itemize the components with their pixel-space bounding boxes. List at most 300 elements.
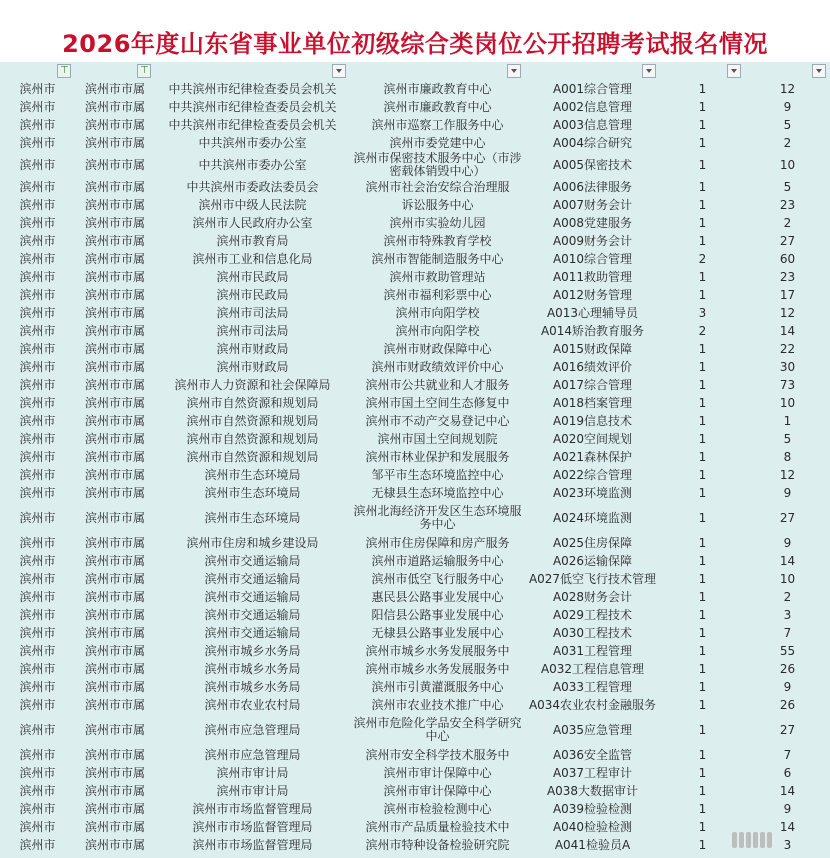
cell-c1[interactable]: 滨州市 bbox=[19, 377, 56, 392]
cell-c2[interactable]: 滨州市市属 bbox=[84, 341, 145, 356]
cell-c5[interactable]: A023环境监测 bbox=[552, 485, 633, 500]
cell-c5[interactable]: A011救助管理 bbox=[552, 269, 633, 284]
cell-c7[interactable]: 12 bbox=[779, 305, 796, 320]
cell-c1[interactable]: 滨州市 bbox=[19, 287, 56, 302]
cell-c6[interactable]: 1 bbox=[698, 233, 707, 248]
table-row[interactable] bbox=[0, 484, 830, 502]
cell-c7[interactable]: 3 bbox=[783, 607, 792, 622]
cell-c3[interactable]: 滨州市民政局 bbox=[216, 269, 289, 284]
cell-c5[interactable]: A029工程技术 bbox=[552, 607, 633, 622]
cell-c1[interactable]: 滨州市 bbox=[19, 722, 56, 737]
cell-c5[interactable]: A033工程管理 bbox=[552, 679, 633, 694]
cell-c3[interactable]: 滨州市应急管理局 bbox=[204, 722, 301, 737]
cell-c1[interactable]: 滨州市 bbox=[19, 485, 56, 500]
cell-c2[interactable]: 滨州市市属 bbox=[84, 661, 145, 676]
cell-c2[interactable]: 滨州市市属 bbox=[84, 589, 145, 604]
cell-c7[interactable]: 6 bbox=[783, 765, 792, 780]
cell-c1[interactable]: 滨州市 bbox=[19, 395, 56, 410]
cell-c3[interactable]: 滨州市交通运输局 bbox=[204, 553, 301, 568]
cell-c1[interactable]: 滨州市 bbox=[19, 197, 56, 212]
cell-c4[interactable]: 滨州市实验幼儿园 bbox=[389, 215, 486, 230]
table-row[interactable] bbox=[0, 836, 830, 854]
cell-c2[interactable]: 滨州市市属 bbox=[84, 287, 145, 302]
cell-c7[interactable]: 27 bbox=[779, 233, 796, 248]
cell-c7[interactable]: 5 bbox=[783, 431, 792, 446]
cell-c6[interactable]: 1 bbox=[698, 377, 707, 392]
cell-c2[interactable]: 滨州市市属 bbox=[84, 643, 145, 658]
cell-c4[interactable]: 滨州市城乡水务发展服务中 bbox=[365, 661, 510, 676]
cell-c3[interactable]: 中共滨州市纪律检查委员会机关 bbox=[168, 99, 337, 114]
table-row[interactable] bbox=[0, 250, 830, 268]
cell-c6[interactable]: 1 bbox=[698, 395, 707, 410]
cell-c1[interactable]: 滨州市 bbox=[19, 535, 56, 550]
cell-c4[interactable]: 滨州市低空飞行服务中心 bbox=[371, 571, 504, 586]
cell-c7[interactable]: 10 bbox=[779, 157, 796, 172]
cell-c6[interactable]: 1 bbox=[698, 179, 707, 194]
cell-c6[interactable]: 1 bbox=[698, 197, 707, 212]
cell-c6[interactable]: 1 bbox=[698, 99, 707, 114]
cell-c4[interactable]: 滨州市特殊教育学校 bbox=[383, 233, 492, 248]
cell-c1[interactable]: 滨州市 bbox=[19, 510, 56, 525]
cell-c1[interactable]: 滨州市 bbox=[19, 179, 56, 194]
cell-c2[interactable]: 滨州市市属 bbox=[84, 215, 145, 230]
cell-c6[interactable]: 1 bbox=[698, 747, 707, 762]
table-row[interactable] bbox=[0, 714, 830, 746]
table-row[interactable] bbox=[0, 746, 830, 764]
cell-c2[interactable]: 滨州市市属 bbox=[84, 571, 145, 586]
cell-c7[interactable]: 10 bbox=[779, 395, 796, 410]
cell-c4[interactable]: 滨州市向阳学校 bbox=[395, 305, 480, 320]
cell-c5[interactable]: A026运输保障 bbox=[552, 553, 633, 568]
cell-c2[interactable]: 滨州市市属 bbox=[84, 449, 145, 464]
cell-c5[interactable]: A034农业农村金融服务 bbox=[528, 697, 657, 712]
cell-c4[interactable]: 滨州市产品质量检验技术中 bbox=[365, 819, 510, 834]
cell-c3[interactable]: 滨州市城乡水务局 bbox=[204, 679, 301, 694]
cell-c5[interactable]: A030工程技术 bbox=[552, 625, 633, 640]
cell-c7[interactable]: 14 bbox=[779, 553, 796, 568]
cell-c6[interactable]: 1 bbox=[698, 722, 707, 737]
cell-c7[interactable]: 1 bbox=[783, 413, 792, 428]
table-row[interactable] bbox=[0, 286, 830, 304]
cell-c1[interactable]: 滨州市 bbox=[19, 117, 56, 132]
table-row[interactable] bbox=[0, 152, 830, 178]
table-row[interactable] bbox=[0, 588, 830, 606]
cell-c3[interactable]: 滨州市工业和信息化局 bbox=[192, 251, 313, 266]
cell-c4[interactable]: 滨州市安全科学技术服务中 bbox=[365, 747, 510, 762]
cell-c5[interactable]: A014矫治教育服务 bbox=[540, 323, 645, 338]
cell-c7[interactable]: 7 bbox=[783, 747, 792, 762]
cell-c3[interactable]: 滨州市市场监督管理局 bbox=[192, 801, 313, 816]
spreadsheet[interactable] bbox=[0, 62, 830, 858]
cell-c6[interactable]: 1 bbox=[698, 589, 707, 604]
cell-c2[interactable]: 滨州市市属 bbox=[84, 553, 145, 568]
cell-c5[interactable]: A019信息技术 bbox=[552, 413, 633, 428]
cell-c3[interactable]: 滨州市市场监督管理局 bbox=[192, 837, 313, 852]
cell-c5[interactable]: A021森林保护 bbox=[552, 449, 633, 464]
cell-c5[interactable]: A025住房保障 bbox=[552, 535, 633, 550]
cell-c2[interactable]: 滨州市市属 bbox=[84, 251, 145, 266]
filter-dropdown-icon[interactable] bbox=[812, 64, 826, 78]
cell-c6[interactable]: 1 bbox=[698, 449, 707, 464]
cell-c2[interactable]: 滨州市市属 bbox=[84, 413, 145, 428]
cell-c3[interactable]: 滨州市中级人民法院 bbox=[198, 197, 307, 212]
cell-c4[interactable]: 滨州市林业保护和发展服务 bbox=[365, 449, 510, 464]
cell-c5[interactable]: A039检验检测 bbox=[552, 801, 633, 816]
cell-c4[interactable]: 滨州市公共就业和人才服务 bbox=[365, 377, 510, 392]
cell-c4[interactable]: 滨州市国土空间规划院 bbox=[377, 431, 498, 446]
cell-c4[interactable]: 滨州市廉政教育中心 bbox=[383, 81, 492, 96]
cell-c7[interactable]: 23 bbox=[779, 269, 796, 284]
cell-c3[interactable]: 中共滨州市纪律检查委员会机关 bbox=[168, 81, 337, 96]
cell-c4[interactable]: 无棣县公路事业发展中心 bbox=[371, 625, 504, 640]
cell-c5[interactable]: A035应急管理 bbox=[552, 722, 633, 737]
cell-c4[interactable]: 惠民县公路事业发展中心 bbox=[371, 589, 504, 604]
cell-c7[interactable]: 12 bbox=[779, 467, 796, 482]
cell-c6[interactable]: 1 bbox=[698, 269, 707, 284]
cell-c2[interactable]: 滨州市市属 bbox=[84, 431, 145, 446]
filter-active-icon[interactable] bbox=[57, 64, 71, 78]
cell-c1[interactable]: 滨州市 bbox=[19, 819, 56, 834]
cell-c3[interactable]: 中共滨州市纪律检查委员会机关 bbox=[168, 117, 337, 132]
table-row[interactable] bbox=[0, 696, 830, 714]
cell-c6[interactable]: 2 bbox=[698, 251, 707, 266]
cell-c1[interactable]: 滨州市 bbox=[19, 81, 56, 96]
cell-c5[interactable]: A008党建服务 bbox=[552, 215, 633, 230]
table-row[interactable] bbox=[0, 232, 830, 250]
cell-c2[interactable]: 滨州市市属 bbox=[84, 269, 145, 284]
cell-c5[interactable]: A010综合管理 bbox=[552, 251, 633, 266]
cell-c2[interactable]: 滨州市市属 bbox=[84, 81, 145, 96]
cell-c1[interactable]: 滨州市 bbox=[19, 135, 56, 150]
cell-c4[interactable]: 滨州市审计保障中心 bbox=[383, 783, 492, 798]
cell-c4[interactable]: 滨州市廉政教育中心 bbox=[383, 99, 492, 114]
cell-c4[interactable]: 滨州市城乡水务发展服务中 bbox=[365, 643, 510, 658]
cell-c1[interactable]: 滨州市 bbox=[19, 413, 56, 428]
cell-c4[interactable]: 滨州市引黄灌溉服务中心 bbox=[371, 679, 504, 694]
cell-c7[interactable]: 30 bbox=[779, 359, 796, 374]
cell-c3[interactable]: 滨州市住房和城乡建设局 bbox=[186, 535, 319, 550]
filter-dropdown-icon[interactable] bbox=[727, 64, 741, 78]
table-row[interactable] bbox=[0, 448, 830, 466]
table-row[interactable] bbox=[0, 624, 830, 642]
cell-c3[interactable]: 滨州市财政局 bbox=[216, 341, 289, 356]
cell-c2[interactable]: 滨州市市属 bbox=[84, 359, 145, 374]
cell-c5[interactable]: A009财务会计 bbox=[552, 233, 633, 248]
cell-c1[interactable]: 滨州市 bbox=[19, 837, 56, 852]
cell-c1[interactable]: 滨州市 bbox=[19, 323, 56, 338]
cell-c6[interactable]: 1 bbox=[698, 697, 707, 712]
cell-c6[interactable]: 1 bbox=[698, 359, 707, 374]
cell-c4[interactable]: 无棣县生态环境监控中心 bbox=[371, 485, 504, 500]
table-row[interactable] bbox=[0, 800, 830, 818]
cell-c2[interactable]: 滨州市市属 bbox=[84, 679, 145, 694]
cell-c4[interactable]: 滨州市救助管理站 bbox=[389, 269, 486, 284]
table-row[interactable] bbox=[0, 80, 830, 98]
cell-c1[interactable]: 滨州市 bbox=[19, 661, 56, 676]
cell-c4[interactable]: 滨州市住房保障和房产服务 bbox=[365, 535, 510, 550]
cell-c3[interactable]: 滨州市交通运输局 bbox=[204, 571, 301, 586]
cell-c1[interactable]: 滨州市 bbox=[19, 431, 56, 446]
table-row[interactable] bbox=[0, 376, 830, 394]
cell-c5[interactable]: A018档案管理 bbox=[552, 395, 633, 410]
table-row[interactable] bbox=[0, 430, 830, 448]
cell-c3[interactable]: 滨州市生态环境局 bbox=[204, 467, 301, 482]
table-row[interactable] bbox=[0, 358, 830, 376]
cell-c3[interactable]: 滨州市教育局 bbox=[216, 233, 289, 248]
cell-c7[interactable]: 23 bbox=[779, 197, 796, 212]
cell-c5[interactable]: A037工程审计 bbox=[552, 765, 633, 780]
cell-c6[interactable]: 1 bbox=[698, 431, 707, 446]
cell-c6[interactable]: 1 bbox=[698, 625, 707, 640]
cell-c7[interactable]: 26 bbox=[779, 697, 796, 712]
cell-c2[interactable]: 滨州市市属 bbox=[84, 510, 145, 525]
cell-c4[interactable]: 邹平市生态环境监控中心 bbox=[371, 467, 504, 482]
cell-c2[interactable]: 滨州市市属 bbox=[84, 117, 145, 132]
table-row[interactable] bbox=[0, 178, 830, 196]
cell-c7[interactable]: 2 bbox=[783, 135, 792, 150]
cell-c6[interactable]: 1 bbox=[698, 287, 707, 302]
cell-c5[interactable]: A005保密技术 bbox=[552, 157, 633, 172]
table-row[interactable] bbox=[0, 466, 830, 484]
table-row[interactable] bbox=[0, 818, 830, 836]
cell-c2[interactable]: 滨州市市属 bbox=[84, 697, 145, 712]
cell-c7[interactable]: 17 bbox=[779, 287, 796, 302]
cell-c4[interactable]: 滨州市特种设备检验研究院 bbox=[365, 837, 510, 852]
cell-c5[interactable]: A003信息管理 bbox=[552, 117, 633, 132]
cell-c3[interactable]: 滨州市应急管理局 bbox=[204, 747, 301, 762]
table-row[interactable] bbox=[0, 642, 830, 660]
cell-c6[interactable]: 1 bbox=[698, 819, 707, 834]
cell-c3[interactable]: 滨州市司法局 bbox=[216, 323, 289, 338]
cell-c7[interactable]: 9 bbox=[783, 535, 792, 550]
cell-c1[interactable]: 滨州市 bbox=[19, 589, 56, 604]
cell-c1[interactable]: 滨州市 bbox=[19, 359, 56, 374]
cell-c2[interactable]: 滨州市市属 bbox=[84, 625, 145, 640]
table-row[interactable] bbox=[0, 304, 830, 322]
cell-c5[interactable]: A012财务管理 bbox=[552, 287, 633, 302]
cell-c5[interactable]: A013心理辅导员 bbox=[546, 305, 639, 320]
cell-c3[interactable]: 滨州市审计局 bbox=[216, 783, 289, 798]
cell-c3[interactable]: 中共滨州市委办公室 bbox=[198, 135, 307, 150]
cell-c2[interactable]: 滨州市市属 bbox=[84, 377, 145, 392]
cell-c3[interactable]: 滨州市民政局 bbox=[216, 287, 289, 302]
cell-c3[interactable]: 滨州市自然资源和规划局 bbox=[186, 449, 319, 464]
cell-c5[interactable]: A016绩效评价 bbox=[552, 359, 633, 374]
cell-c4[interactable]: 滨州市农业技术推广中心 bbox=[371, 697, 504, 712]
cell-c1[interactable]: 滨州市 bbox=[19, 467, 56, 482]
cell-c3[interactable]: 滨州市生态环境局 bbox=[204, 485, 301, 500]
cell-c7[interactable]: 14 bbox=[779, 783, 796, 798]
cell-c6[interactable]: 1 bbox=[698, 215, 707, 230]
cell-c1[interactable]: 滨州市 bbox=[19, 697, 56, 712]
cell-c3[interactable]: 滨州市城乡水务局 bbox=[204, 643, 301, 658]
cell-c7[interactable]: 2 bbox=[783, 589, 792, 604]
cell-c2[interactable]: 滨州市市属 bbox=[84, 157, 145, 172]
cell-c6[interactable]: 1 bbox=[698, 801, 707, 816]
cell-c3[interactable]: 滨州市交通运输局 bbox=[204, 625, 301, 640]
cell-c3[interactable]: 中共滨州市委政法委员会 bbox=[186, 179, 319, 194]
cell-c2[interactable]: 滨州市市属 bbox=[84, 722, 145, 737]
table-row[interactable] bbox=[0, 552, 830, 570]
cell-c2[interactable]: 滨州市市属 bbox=[84, 765, 145, 780]
cell-c4[interactable]: 滨州市财政绩效评价中心 bbox=[371, 359, 504, 374]
cell-c2[interactable]: 滨州市市属 bbox=[84, 179, 145, 194]
cell-c5[interactable]: A041检验员A bbox=[554, 837, 631, 852]
cell-c6[interactable]: 1 bbox=[698, 679, 707, 694]
cell-c3[interactable]: 滨州市自然资源和规划局 bbox=[186, 395, 319, 410]
cell-c5[interactable]: A031工程管理 bbox=[552, 643, 633, 658]
cell-c1[interactable]: 滨州市 bbox=[19, 233, 56, 248]
cell-c2[interactable]: 滨州市市属 bbox=[84, 395, 145, 410]
cell-c7[interactable]: 22 bbox=[779, 341, 796, 356]
cell-c5[interactable]: A040检验检测 bbox=[552, 819, 633, 834]
cell-c4[interactable]: 滨州市向阳学校 bbox=[395, 323, 480, 338]
cell-c1[interactable]: 滨州市 bbox=[19, 553, 56, 568]
cell-c1[interactable]: 滨州市 bbox=[19, 571, 56, 586]
table-row[interactable] bbox=[0, 570, 830, 588]
cell-c7[interactable]: 73 bbox=[779, 377, 796, 392]
cell-c2[interactable]: 滨州市市属 bbox=[84, 819, 145, 834]
cell-c1[interactable]: 滨州市 bbox=[19, 251, 56, 266]
cell-c1[interactable]: 滨州市 bbox=[19, 747, 56, 762]
cell-c2[interactable]: 滨州市市属 bbox=[84, 197, 145, 212]
table-row[interactable] bbox=[0, 678, 830, 696]
cell-c7[interactable]: 9 bbox=[783, 99, 792, 114]
cell-c6[interactable]: 1 bbox=[698, 571, 707, 586]
cell-c5[interactable]: A017综合管理 bbox=[552, 377, 633, 392]
cell-c4[interactable]: 滨州市检验检测中心 bbox=[383, 801, 492, 816]
cell-c7[interactable]: 9 bbox=[783, 679, 792, 694]
filter-active-icon[interactable] bbox=[137, 64, 151, 78]
cell-c7[interactable]: 9 bbox=[783, 485, 792, 500]
cell-c6[interactable]: 1 bbox=[698, 413, 707, 428]
cell-c3[interactable]: 滨州市人力资源和社会保障局 bbox=[174, 377, 331, 392]
cell-c7[interactable]: 2 bbox=[783, 215, 792, 230]
cell-c2[interactable]: 滨州市市属 bbox=[84, 233, 145, 248]
cell-c5[interactable]: A007财务会计 bbox=[552, 197, 633, 212]
cell-c4[interactable]: 滨州市道路运输服务中心 bbox=[371, 553, 504, 568]
cell-c3[interactable]: 中共滨州市委办公室 bbox=[198, 157, 307, 172]
cell-c7[interactable]: 26 bbox=[779, 661, 796, 676]
cell-c2[interactable]: 滨州市市属 bbox=[84, 837, 145, 852]
cell-c3[interactable]: 滨州市市场监督管理局 bbox=[192, 819, 313, 834]
cell-c7[interactable]: 3 bbox=[783, 837, 792, 852]
cell-c6[interactable]: 3 bbox=[698, 305, 707, 320]
cell-c7[interactable]: 9 bbox=[783, 801, 792, 816]
table-row[interactable] bbox=[0, 322, 830, 340]
cell-c6[interactable]: 1 bbox=[698, 783, 707, 798]
cell-c6[interactable]: 2 bbox=[698, 323, 707, 338]
cell-c7[interactable]: 8 bbox=[783, 449, 792, 464]
cell-c2[interactable]: 滨州市市属 bbox=[84, 467, 145, 482]
cell-c4[interactable]: 诉讼服务中心 bbox=[401, 197, 474, 212]
table-row[interactable] bbox=[0, 502, 830, 534]
cell-c7[interactable]: 60 bbox=[779, 251, 796, 266]
cell-c6[interactable]: 1 bbox=[698, 837, 707, 852]
cell-c5[interactable]: A015财政保障 bbox=[552, 341, 633, 356]
cell-c6[interactable]: 1 bbox=[698, 643, 707, 658]
cell-c7[interactable]: 14 bbox=[779, 323, 796, 338]
cell-c2[interactable]: 滨州市市属 bbox=[84, 607, 145, 622]
cell-c6[interactable]: 1 bbox=[698, 81, 707, 96]
cell-c4[interactable]: 阳信县公路事业发展中心 bbox=[371, 607, 504, 622]
cell-c3[interactable]: 滨州市财政局 bbox=[216, 359, 289, 374]
cell-c5[interactable]: A028财务会计 bbox=[552, 589, 633, 604]
filter-dropdown-icon[interactable] bbox=[332, 64, 346, 78]
cell-c7[interactable]: 5 bbox=[783, 179, 792, 194]
cell-c6[interactable]: 1 bbox=[698, 117, 707, 132]
cell-c3[interactable]: 滨州市生态环境局 bbox=[204, 510, 301, 525]
cell-c2[interactable]: 滨州市市属 bbox=[84, 485, 145, 500]
cell-c7[interactable]: 55 bbox=[779, 643, 796, 658]
table-row[interactable] bbox=[0, 534, 830, 552]
table-row[interactable] bbox=[0, 98, 830, 116]
cell-c5[interactable]: A036安全监管 bbox=[552, 747, 633, 762]
cell-c3[interactable]: 滨州市交通运输局 bbox=[204, 589, 301, 604]
cell-c5[interactable]: A027低空飞行技术管理 bbox=[528, 571, 657, 586]
cell-c7[interactable]: 5 bbox=[783, 117, 792, 132]
filter-dropdown-icon[interactable] bbox=[642, 64, 656, 78]
table-row[interactable] bbox=[0, 660, 830, 678]
cell-c6[interactable]: 1 bbox=[698, 467, 707, 482]
cell-c5[interactable]: A038大数据审计 bbox=[546, 783, 639, 798]
cell-c5[interactable]: A001综合管理 bbox=[552, 81, 633, 96]
table-row[interactable] bbox=[0, 214, 830, 232]
cell-c3[interactable]: 滨州市城乡水务局 bbox=[204, 661, 301, 676]
cell-c5[interactable]: A004综合研究 bbox=[552, 135, 633, 150]
cell-c6[interactable]: 1 bbox=[698, 135, 707, 150]
cell-c5[interactable]: A024环境监测 bbox=[552, 510, 633, 525]
cell-c2[interactable]: 滨州市市属 bbox=[84, 323, 145, 338]
cell-c4[interactable]: 滨州市福利彩票中心 bbox=[383, 287, 492, 302]
cell-c1[interactable]: 滨州市 bbox=[19, 643, 56, 658]
cell-c6[interactable]: 1 bbox=[698, 553, 707, 568]
table-row[interactable] bbox=[0, 340, 830, 358]
cell-c6[interactable]: 1 bbox=[698, 661, 707, 676]
cell-c1[interactable]: 滨州市 bbox=[19, 305, 56, 320]
cell-c3[interactable]: 滨州市人民政府办公室 bbox=[192, 215, 313, 230]
cell-c6[interactable]: 1 bbox=[698, 157, 707, 172]
cell-c3[interactable]: 滨州市自然资源和规划局 bbox=[186, 431, 319, 446]
cell-c3[interactable]: 滨州市审计局 bbox=[216, 765, 289, 780]
cell-c1[interactable]: 滨州市 bbox=[19, 679, 56, 694]
cell-c3[interactable]: 滨州市自然资源和规划局 bbox=[186, 413, 319, 428]
cell-c4[interactable]: 滨州市社会治安综合治理服 bbox=[365, 179, 510, 194]
table-row[interactable] bbox=[0, 116, 830, 134]
cell-c1[interactable]: 滨州市 bbox=[19, 269, 56, 284]
table-row[interactable] bbox=[0, 196, 830, 214]
cell-c2[interactable]: 滨州市市属 bbox=[84, 99, 145, 114]
table-row[interactable] bbox=[0, 606, 830, 624]
cell-c3[interactable]: 滨州市农业农村局 bbox=[204, 697, 301, 712]
table-row[interactable] bbox=[0, 764, 830, 782]
cell-c5[interactable]: A022综合管理 bbox=[552, 467, 633, 482]
cell-c1[interactable]: 滨州市 bbox=[19, 801, 56, 816]
cell-c1[interactable]: 滨州市 bbox=[19, 99, 56, 114]
table-row[interactable] bbox=[0, 134, 830, 152]
cell-c3[interactable]: 滨州市司法局 bbox=[216, 305, 289, 320]
cell-c7[interactable]: 14 bbox=[779, 819, 796, 834]
cell-c4[interactable]: 滨州市巡察工作服务中心 bbox=[371, 117, 504, 132]
cell-c3[interactable]: 滨州市交通运输局 bbox=[204, 607, 301, 622]
cell-c1[interactable]: 滨州市 bbox=[19, 625, 56, 640]
cell-c4[interactable]: 滨州市国土空间生态修复中 bbox=[365, 395, 510, 410]
cell-c4[interactable]: 滨州市委党建中心 bbox=[389, 135, 486, 150]
cell-c1[interactable]: 滨州市 bbox=[19, 215, 56, 230]
cell-c6[interactable]: 1 bbox=[698, 607, 707, 622]
cell-c6[interactable]: 1 bbox=[698, 341, 707, 356]
cell-c5[interactable]: A002信息管理 bbox=[552, 99, 633, 114]
